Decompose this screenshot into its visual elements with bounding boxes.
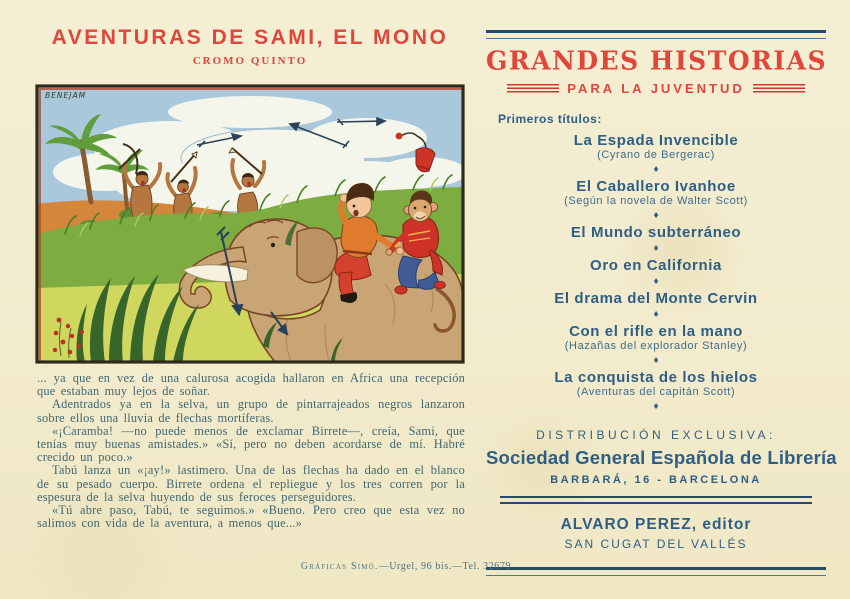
triple-rule-right (753, 84, 805, 93)
diamond-separator-icon: ♦ (653, 401, 659, 412)
story-paragraph: Adentrados ya en la selva, un grupo de pintarrajeados negros lanzaron sobre ellos una lluvia de flechas mortíferas. (37, 397, 465, 425)
diamond-separator-icon: ♦ (653, 243, 659, 254)
book-note: (Según la novela de Walter Scott) (564, 195, 748, 207)
panel-subheading: PARA LA JUVENTUD (567, 81, 745, 96)
story-paragraph: Tabú lanza un «¡ay!» lastimero. Una de las flechas ha dado en el blanco de su pesado cuerpo. Birrete ordena el repliegue y los tres corren por la espesura de la selva huyendo de sus feroces perseguidores. (37, 463, 465, 504)
book-title: La Espada Invencible (573, 132, 739, 149)
printer-name: Gráficas Simó. (300, 561, 379, 572)
middle-rule (500, 496, 812, 504)
diamond-separator-icon: ♦ (653, 164, 659, 175)
artist-signature: BENEJAM (45, 91, 87, 100)
book-title: La conquista de los hielos (554, 369, 758, 386)
printer-imprint (0, 561, 812, 572)
top-rule (486, 30, 826, 39)
story-text (37, 372, 465, 530)
diamond-separator-icon: ♦ (653, 276, 659, 287)
book-title: El Caballero Ivanhoe (576, 178, 736, 195)
book-title: El drama del Monte Cervin (554, 290, 758, 307)
book-title: El Mundo subterráneo (570, 224, 742, 241)
book-note: (Aventuras del capitán Scott) (576, 386, 736, 398)
diamond-separator-icon: ♦ (653, 355, 659, 366)
book-note: (Hazañas del explorador Stanley) (564, 340, 748, 352)
distributor-name: Sociedad General Española de Librería (486, 447, 837, 468)
distribution-label: DISTRIBUCIÓN EXCLUSIVA: (536, 428, 776, 442)
panel-subheading-row (486, 81, 826, 96)
page-subtitle: CROMO QUINTO (192, 55, 308, 67)
editor-name: ALVARO PEREZ, editor (560, 516, 752, 533)
triple-rule-left (507, 84, 559, 93)
story-paragraph: «Tú abre paso, Tabú, te seguimos.» «Bueno. Pero creo que esta vez no salimos con vida de la aventura, a menos que...» (37, 503, 465, 531)
book-title: Oro en California (590, 257, 722, 274)
story-paragraph: ... ya que en vez de una calurosa acogida hallaron en Africa una recepción que estaban muy lejos de soñar. (37, 371, 465, 399)
list-label: Primeros títulos: (498, 112, 602, 126)
advert-panel (486, 30, 837, 576)
book-title: Con el rifle en la mano (569, 323, 743, 340)
distributor-address: BARBARÁ, 16 - BARCELONA (550, 474, 762, 486)
panel-heading: GRANDES HISTORIAS (486, 45, 828, 76)
diamond-separator-icon: ♦ (653, 309, 659, 320)
printer-address: —Urgel, 96 bis.—Tel. 32679 (378, 561, 512, 572)
title-list (486, 132, 826, 413)
diamond-separator-icon: ♦ (653, 210, 659, 221)
story-illustration (35, 84, 465, 364)
page-title: AVENTURAS DE SAMI, EL MONO (51, 26, 449, 49)
editor-city: SAN CUGAT DEL VALLÉS (564, 537, 748, 551)
story-paragraph: «¡Caramba! —no puede menos de exclamar Birrete—, creía, Sami, que tenías muy buenas amistades.» «Sí, pero no deben acordarse de mí. Habré crecido un poco.» (37, 423, 465, 465)
book-note: (Cyrano de Bergerac) (597, 149, 715, 161)
